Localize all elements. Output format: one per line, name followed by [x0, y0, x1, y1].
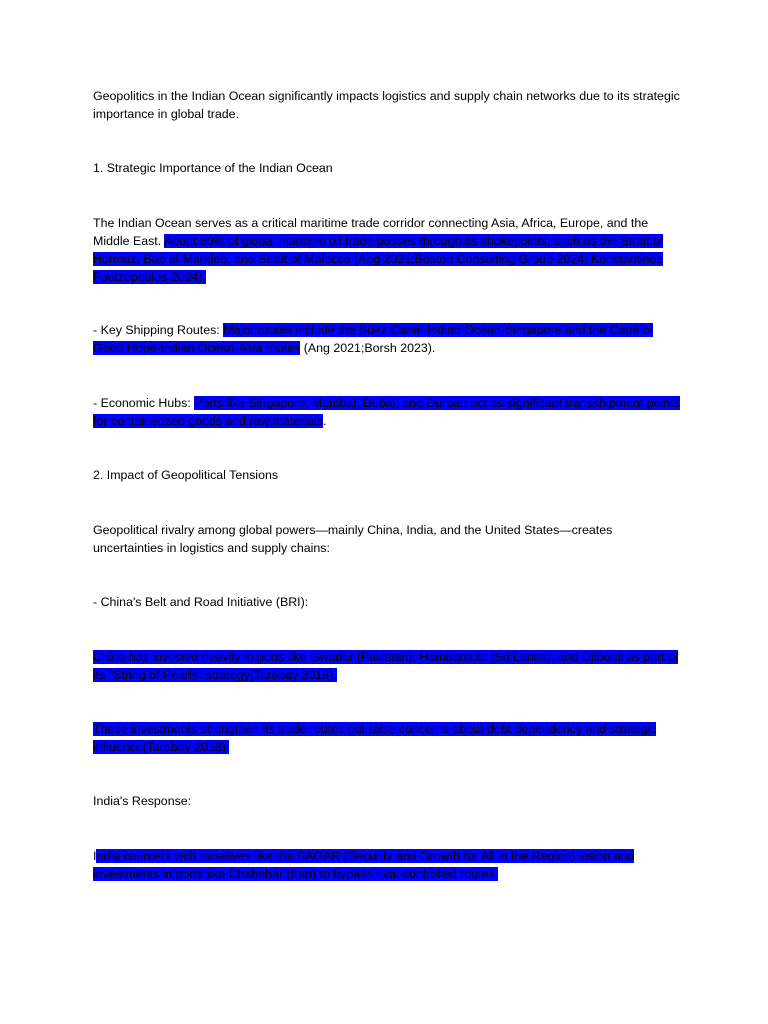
intro-text: Geopolitics in the Indian Ocean significantly impacts logistics and supply chain networks due to its strategic importance in global trade. — [93, 89, 680, 121]
paragraph-text: India's Response: — [93, 794, 192, 808]
bri-heading — [93, 593, 683, 611]
paragraph-text: - Economic Hubs: — [93, 396, 195, 410]
key-shipping-routes-paragraph — [93, 321, 683, 357]
paragraph-text: The Indian Ocean serves as a critical maritime trade corridor connecting Asia, Africa, Europe, and the Middle East. — [93, 216, 649, 248]
china-investment-paragraph — [93, 648, 683, 684]
strategic-importance-paragraph — [93, 214, 683, 286]
highlighted-text: These investments strengthen its trade routes but raise concerns about debt dependency and strategic influence(Tarabay 2018). — [93, 722, 657, 754]
section-2-heading — [93, 466, 683, 484]
india-counters-paragraph — [93, 847, 683, 883]
highlighted-text: About 80% of global maritime oil trade passes through its chokepoints, such as the Strait of Hormuz, Bab el-Mandeb, and Strait of Malacca (Ang 2021;Boston Consulting Group 2024; Konstantinos Foutzopoulos 2024). — [93, 234, 664, 284]
highlighted-text: Major routes include the Suez Canal-Indian Ocean-Singapore and the Cape of Good Hope-Indian Ocean-Asia routes — [93, 323, 653, 355]
paragraph-text: - China's Belt and Road Initiative (BRI): — [93, 595, 309, 609]
paragraph-text: - Key Shipping Routes: — [93, 323, 224, 337]
highlighted-text: China has invested heavily in ports like Gwadar (Pakistan), Hambantota (Sri Lanka), and Djibouti as part of its "String of Pearls" strategy(Tarabay 2018). — [93, 650, 679, 682]
paragraph-text-tail: . — [323, 414, 327, 428]
section-1-heading-text: 1. Strategic Importance of the Indian Ocean — [93, 161, 333, 175]
geopolitical-rivalry-paragraph — [93, 521, 683, 557]
india-response-heading — [93, 792, 683, 810]
section-1-heading — [93, 159, 683, 177]
intro-paragraph — [93, 87, 683, 123]
highlighted-text: Ports like Singapore, Mumbai, Dubai, and Durban act as significant transshipment points for containerized goods and raw materials — [93, 396, 680, 428]
paragraph-text: Geopolitical rivalry among global powers—mainly China, India, and the United States—creates uncertainties in logistics and supply chains: — [93, 523, 613, 555]
section-2-heading-text: 2. Impact of Geopolitical Tensions — [93, 468, 279, 482]
highlighted-text: ndia counters with initiatives like the SAGAR (Security and Growth for All in the Region) vision and investments in ports like Chabahar (Iran) to bypass rival-controlled routes. — [93, 849, 635, 881]
citation-text: (Ang 2021;Borsh 2023). — [300, 341, 436, 355]
paragraph-text: I — [93, 849, 97, 863]
investments-paragraph — [93, 720, 683, 756]
economic-hubs-paragraph — [93, 394, 683, 430]
